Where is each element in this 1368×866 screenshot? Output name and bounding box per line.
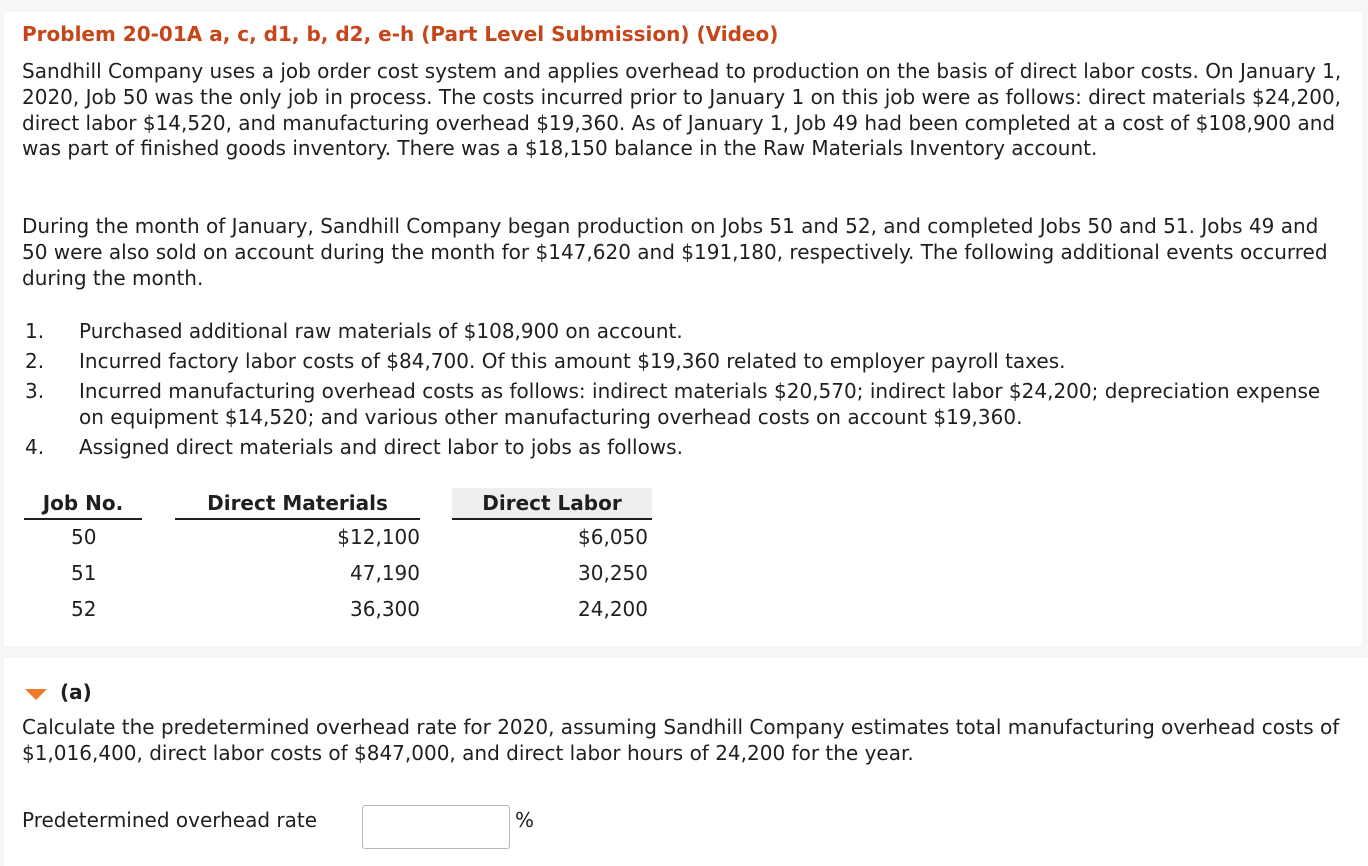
direct-labor-cell: 24,200 [578, 597, 648, 621]
table-row [22, 522, 662, 552]
part-a-label: (a) [60, 680, 92, 704]
list-item-number: 4. [25, 435, 45, 459]
direct-labor-cell: $6,050 [578, 525, 648, 549]
collapse-triangle-icon[interactable] [25, 689, 47, 700]
list-item-text: Assigned direct materials and direct labor to jobs as follows. [79, 435, 683, 459]
job-number-cell: 51 [71, 561, 97, 585]
direct-labor-cell: 30,250 [578, 561, 648, 585]
percent-unit: % [515, 808, 535, 832]
list-item-number: 2. [25, 349, 45, 373]
problem-january-paragraph: During the month of January, Sandhill Company began production on Jobs 51 and 52, and completed Jobs 50 and 51. Jobs 49 and 50 were also sold on account during the month for $147,620 and $191,180, respectively. The following additional events occurred during the month. [22, 214, 1328, 290]
list-item-number: 1. [25, 319, 45, 343]
list-item-text: Purchased additional raw materials of $108,900 on account. [79, 319, 683, 343]
table-row [22, 558, 662, 588]
overhead-rate-input[interactable] [362, 805, 510, 849]
list-item-text: Incurred manufacturing overhead costs as follows: indirect materials $20,570; indirect labor $24,200; depreciation expense on equipment $14,520; and various other manufacturing overhead costs on account $19,360. [79, 379, 1321, 429]
job-number-cell: 50 [71, 525, 97, 549]
job-number-cell: 52 [71, 597, 97, 621]
column-header-label: Direct Materials [207, 491, 388, 515]
column-header-label: Job No. [42, 491, 124, 515]
overhead-rate-label: Predetermined overhead rate [22, 808, 318, 832]
column-header-job-no [24, 488, 142, 520]
column-header-label: Direct Labor [482, 491, 622, 515]
problem-intro-paragraph: Sandhill Company uses a job order cost system and applies overhead to production on the basis of direct labor costs. On January 1, 2020, Job 50 was the only job in process. The costs incurred prior to January 1 on this job were as follows: direct materials $24,200, direct labor $14,520, and manufacturing overhead $19,360. As of January 1, Job 49 had been completed at a cost of $108,900 and was part of finished goods inventory. There was a $18,150 balance in the Raw Materials Inventory account. [22, 59, 1342, 161]
column-header-direct-materials [175, 488, 420, 520]
list-item-number: 3. [25, 379, 45, 403]
problem-title: Problem 20-01A a, c, d1, b, d2, e-h (Part Level Submission) (Video) [22, 22, 779, 46]
direct-materials-cell: 36,300 [350, 597, 420, 621]
table-row [22, 594, 662, 624]
column-header-direct-labor [452, 488, 652, 520]
part-a-instruction: Calculate the predetermined overhead rate for 2020, assuming Sandhill Company estimates total manufacturing overhead costs of $1,016,400, direct labor costs of $847,000, and direct labor hours of 24,200 for the year. [22, 715, 1340, 765]
direct-materials-cell: $12,100 [337, 525, 420, 549]
direct-materials-cell: 47,190 [350, 561, 420, 585]
list-item-text: Incurred factory labor costs of $84,700. Of this amount $19,360 related to employer payroll taxes. [79, 349, 1066, 373]
